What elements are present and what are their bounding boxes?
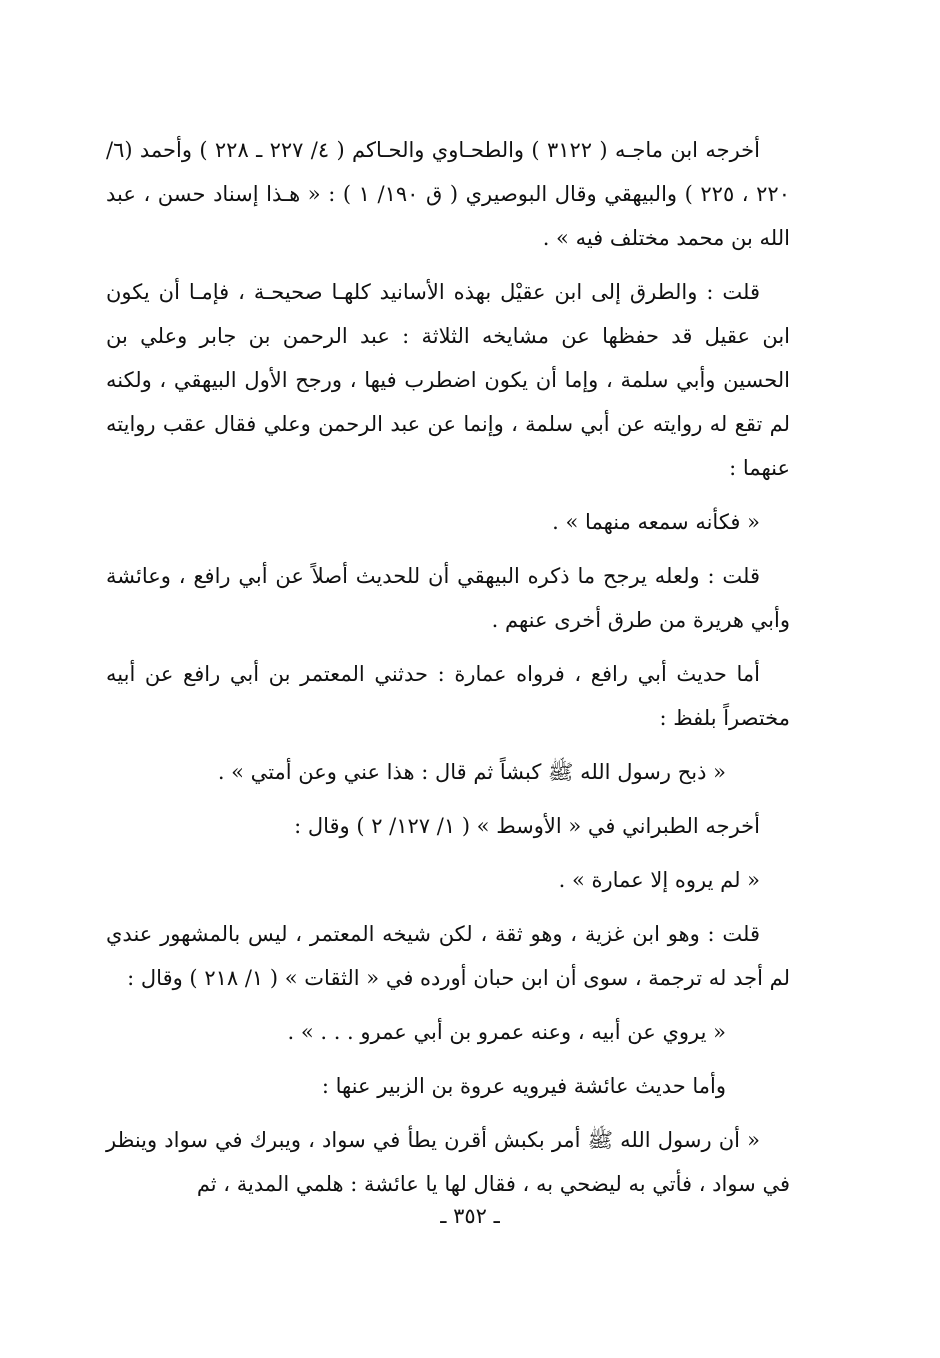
paragraph-ibn-ghaziyya: قلت : وهو ابن غزية ، وهو ثقة ، لكن شيخه المعتمر ، ليس بالمشهور عندي لم أجد له ترجمة ، سوى أن ابن حبان أورده في « الثقات » ( ١/ ٢١٨ ) وقال : (106, 922, 790, 990)
paragraph-tabarani-quote: « لم يروه إلا عمارة » . (558, 868, 760, 892)
hadith-quote-aisha: « أن رسول الله ﷺ أمر بكبش أقرن يطأ في سواد ، ويبرك في سواد وينظر في سواد ، فأتي به ليضحي به ، فقال لها يا عائشة : هلمي المدية ، ثم (106, 1128, 790, 1196)
paragraph-takhrij: أخرجه ابن ماجـه ( ٣١٢٢ ) والطحـاوي والحـاكم ( ٤/ ٢٢٧ ـ ٢٢٨ ) وأحمد (٦/ ٢٢٠ ، ٢٢٥ ) والبيهقي وقال البوصيري ( ق ١٩٠/ ١ ) : « هـذا إسناد حسن ، عبد الله بن محمد مختلف فيه » . (106, 138, 790, 250)
paragraph-aisha-intro: وأما حديث عائشة فيرويه عروة بن الزبير عنها : (321, 1074, 726, 1098)
paragraph-baihaqi-quote: « فكأنه سمعه منهما » . (552, 510, 760, 534)
hadith-quote-abu-rafi: « ذبح رسول الله ﷺ كبشاً ثم قال : هذا عني وعن أمتي » . (217, 760, 726, 784)
page-number: ـ ٣٥٢ ـ (440, 1204, 500, 1228)
paragraph-turuq: قلت : والطرق إلى ابن عقيْل بهذه الأسانيد كلهـا صحيحـة ، فإمـا أن يكون ابن عقيل قد حفظها عن مشايخه الثلاثة : عبد الرحمن بن جابر وعلي بن الحسين وأبي سلمة ، وإما أن يكون اضطرب فيها ، ورجح الأول البيهقي ، ولكنه لم تقع له روايته عن أبي سلمة ، وإنما عن عبد الرحمن وعلي فقال عقب روايته عنهما : (106, 280, 790, 480)
quote-ibn-hibban: « يروي عن أبيه ، وعنه عمرو بن أبي عمرو . . . » . (287, 1020, 726, 1044)
paragraph-tabarani: أخرجه الطبراني في « الأوسط » ( ١/ ١٢٧/ ٢ ) وقال : (294, 814, 760, 838)
paragraph-abu-rafi: أما حديث أبي رافع ، فرواه عمارة : حدثني المعتمر بن أبي رافع عن أبيه مختصراً بلفظ : (106, 662, 790, 730)
body-text (106, 128, 790, 1206)
paragraph-tarjih: قلت : ولعله يرجح ما ذكره البيهقي أن للحديث أصلاً عن أبي رافع ، وعائشة وأبي هريرة من طرق أخرى عنهم . (106, 564, 790, 632)
